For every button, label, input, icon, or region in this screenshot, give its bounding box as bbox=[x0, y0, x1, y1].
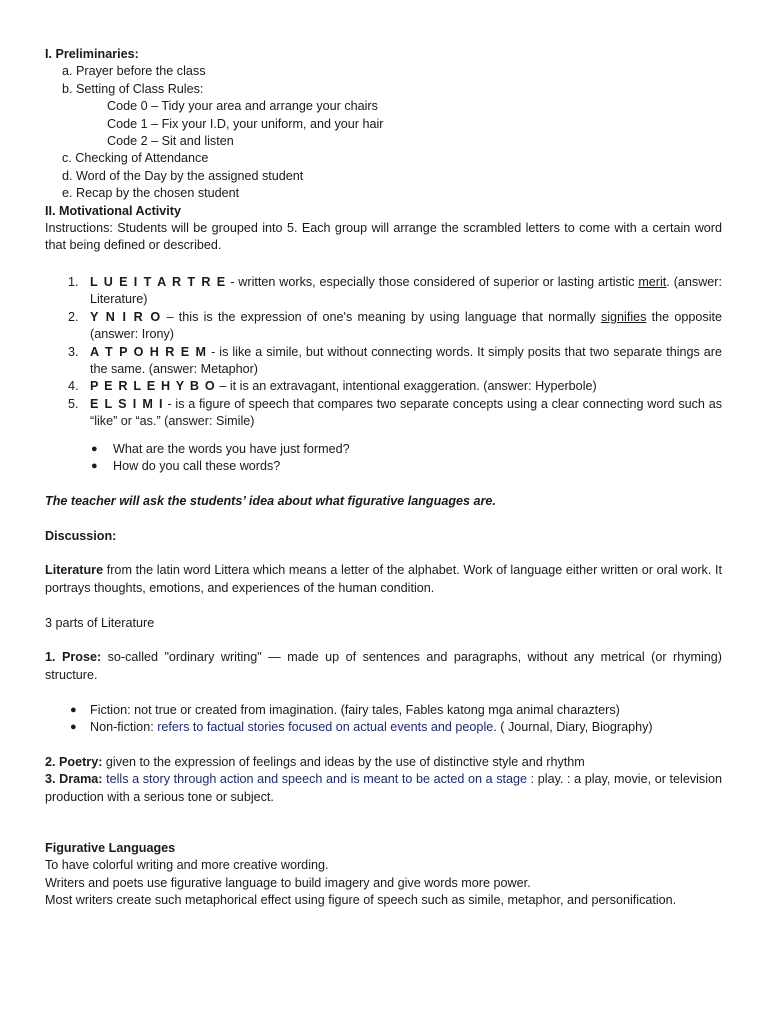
list-item bbox=[70, 719, 722, 736]
list-item bbox=[68, 309, 723, 344]
preliminary-e: e. Recap by the chosen student bbox=[62, 186, 240, 201]
prose-definition: so-called "ordinary writing" — made up of sentences and paragraphs, without any metrical (or rhyming) structure. bbox=[45, 650, 722, 682]
list-item bbox=[70, 702, 722, 719]
underlined-word: merit bbox=[638, 274, 667, 289]
drama-definition: tells a story through action and speech and is meant to be acted on a stage : bbox=[102, 772, 538, 787]
literature-term: Literature bbox=[45, 563, 104, 578]
nonfiction-label: Non-fiction: bbox=[90, 719, 158, 734]
figurative-line-3: Most writers create such metaphorical effect using figure of speech such as simile, metaphor, and personification. bbox=[45, 893, 677, 908]
list-item bbox=[91, 441, 722, 458]
instructions-text: Instructions: Students will be grouped into 5. Each group will arrange the scrambled letters to come with a certain word that being defined or described. bbox=[45, 221, 722, 253]
document-body bbox=[45, 46, 722, 910]
preliminary-b: b. Setting of Class Rules: bbox=[62, 81, 204, 96]
poetry-definition: given to the expression of feelings and ideas by the use of distinctive style and rhythm bbox=[102, 754, 585, 769]
class-rule-code-1: Code 1 – Fix your I.D, your uniform, and your hair bbox=[107, 116, 384, 131]
scrambled-letters: Y N I R O bbox=[90, 309, 162, 324]
item-definition: – this is the expression of one's meaning by using language that normally bbox=[161, 309, 601, 324]
underlined-word: signifies bbox=[600, 309, 647, 324]
figurative-line-2: Writers and poets use figurative language to build imagery and give words more power. bbox=[45, 875, 531, 890]
figurative-heading: Figurative Languages bbox=[45, 840, 176, 855]
bullet-icon: ● bbox=[91, 442, 98, 455]
drama-paragraph bbox=[45, 771, 722, 806]
preliminary-d: d. Word of the Day by the assigned student bbox=[62, 168, 304, 183]
teacher-note: The teacher will ask the students’ idea about what figurative languages are. bbox=[45, 493, 496, 508]
list-item bbox=[68, 274, 722, 309]
list-item bbox=[68, 378, 722, 395]
question-text: What are the words you have just formed? bbox=[113, 441, 350, 456]
discussion-heading: Discussion: bbox=[45, 528, 117, 543]
list-item bbox=[91, 458, 722, 475]
scrambled-letters: P E R L E H Y B O bbox=[90, 379, 216, 394]
bullet-icon: ● bbox=[70, 720, 77, 733]
scrambled-letters: E L S I M I bbox=[90, 396, 164, 411]
item-definition: - is a figure of speech that compares two separate concepts using a clear connecting word such as “like” or “as.” (answer: Simile) bbox=[90, 396, 722, 429]
preliminary-c: c. Checking of Attendance bbox=[62, 151, 209, 166]
preliminary-a: a. Prayer before the class bbox=[62, 64, 206, 79]
question-list bbox=[45, 441, 722, 476]
class-rule-code-0: Code 0 – Tidy your area and arrange your chairs bbox=[107, 99, 378, 114]
item-answer: the opposite (answer: Irony) bbox=[90, 309, 723, 342]
item-number: 3. bbox=[68, 344, 79, 359]
motivational-heading: II. Motivational Activity bbox=[45, 203, 181, 218]
item-number: 1. bbox=[68, 274, 79, 289]
item-number: 2. bbox=[68, 309, 79, 324]
scrambled-letters: L U E I T A R T R E bbox=[90, 274, 227, 289]
preliminaries-heading: I. Preliminaries: bbox=[45, 47, 139, 61]
nonfiction-examples: . ( Journal, Diary, Biography) bbox=[493, 719, 653, 734]
item-definition: – it is an extravagant, intentional exaggeration. (answer: Hyperbole) bbox=[215, 379, 597, 394]
figurative-line-1: To have colorful writing and more creative wording. bbox=[45, 858, 329, 873]
drama-term: 3. Drama: bbox=[45, 772, 103, 787]
item-number: 4. bbox=[68, 379, 79, 394]
prose-types-list bbox=[45, 702, 722, 737]
literature-definition: from the latin word Littera which means a letter of the alphabet. Work of language either written or oral work. It portrays thoughts, emotions, and experiences of the human condition. bbox=[45, 563, 722, 595]
list-item bbox=[68, 344, 722, 379]
prose-term: 1. Prose: bbox=[45, 650, 102, 665]
scrambled-letters: A T P O H R E M bbox=[90, 344, 208, 359]
list-item bbox=[68, 396, 722, 431]
parts-heading: 3 parts of Literature bbox=[45, 615, 155, 630]
class-rule-code-2: Code 2 – Sit and listen bbox=[107, 134, 234, 149]
poetry-term: 2. Poetry: bbox=[45, 754, 103, 769]
item-definition: - written works, especially those considered of superior or lasting artistic bbox=[226, 274, 639, 289]
bullet-icon: ● bbox=[91, 459, 98, 472]
nonfiction-definition: refers to factual stories focused on actual events and people bbox=[157, 719, 494, 734]
literature-paragraph bbox=[45, 562, 722, 597]
fiction-text: Fiction: not true or created from imagination. (fairy tales, Fables katong mga animal charazters) bbox=[90, 702, 620, 717]
drama-examples: play. : a play, movie, or television production with a serious tone or subject. bbox=[45, 772, 723, 804]
item-definition: - is like a simile, but without connecting words. It simply posits that two separate things are the same. (answer: Metaphor) bbox=[90, 344, 722, 376]
prose-paragraph bbox=[45, 649, 722, 684]
item-answer: . (answer: Literature) bbox=[90, 274, 722, 307]
scrambled-word-list bbox=[45, 274, 722, 431]
item-number: 5. bbox=[68, 396, 79, 411]
question-text: How do you call these words? bbox=[113, 458, 281, 473]
bullet-icon: ● bbox=[70, 703, 77, 716]
poetry-paragraph bbox=[45, 754, 722, 771]
